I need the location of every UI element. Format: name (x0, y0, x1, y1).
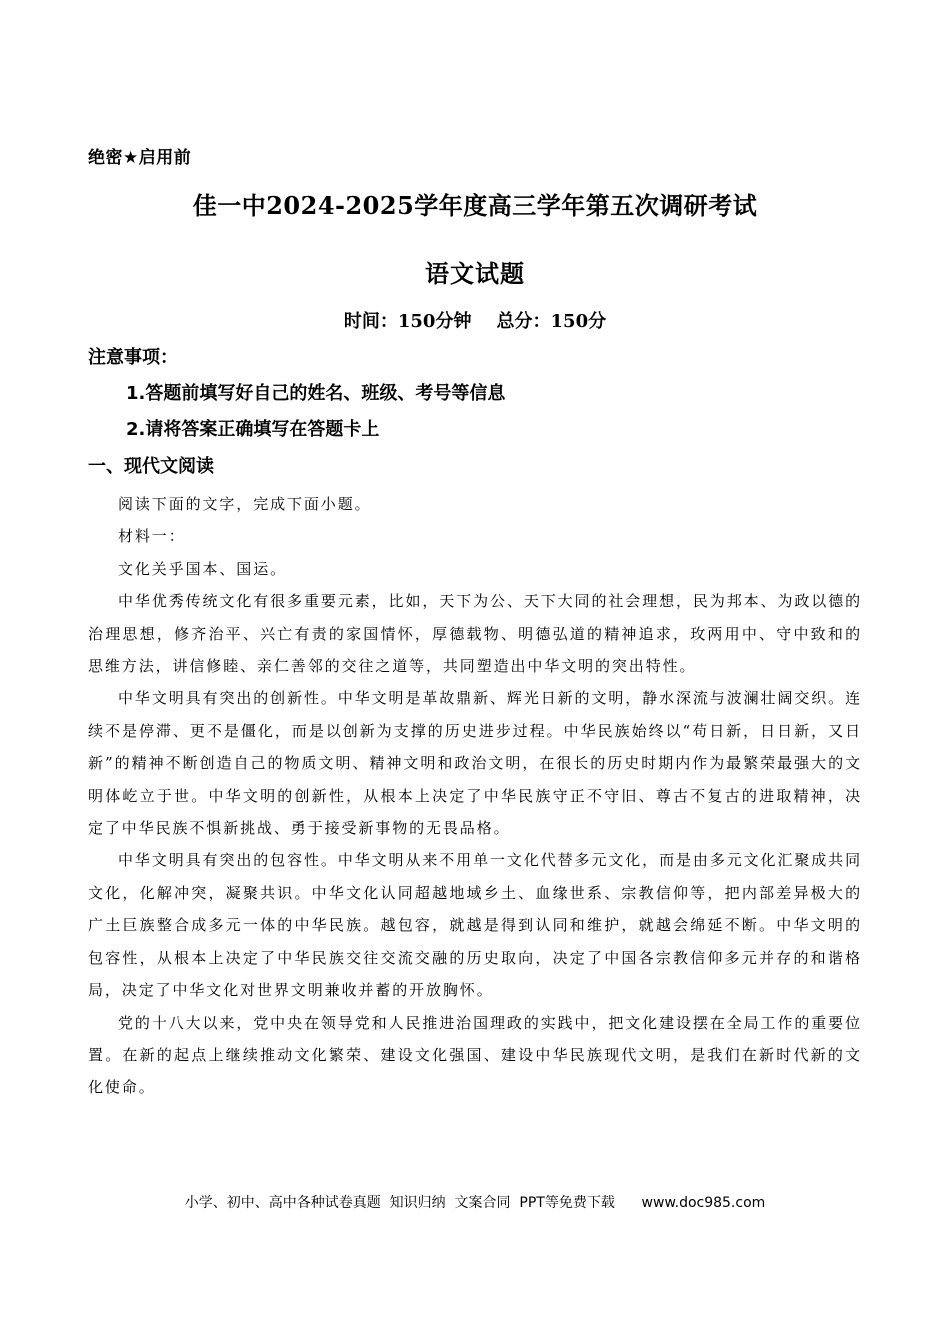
body-paragraph: 文化关乎国本、国运。 (118, 559, 288, 578)
exam-total-score: 总分：150分 (496, 311, 607, 332)
body-paragraph: 中华优秀传统文化有很多重要元素，比如，天下为公、天下大同的社会理想，民为邦本、为政以德的治理思想，修齐治平、兴亡有责的家国情怀，厚德载物、明德弘道的精神追求，玫两用中、守中致和的思维方法，讲信修睦、亲仁善邻的交往之道等，共同塑造出中华文明的突出特性。 (88, 592, 862, 676)
footer-text: 小学、初中、高中各种试卷真题 知识归纳 文案合同 PPT等免费下载 (184, 1195, 615, 1211)
body-paragraph: 中华文明具有突出的包容性。中华文明从来不用单一文化代替多元文化，而是由多元文化汇聚成共同文化，化解冲突，凝聚共识。中华文化认同超越地域乡土、血缘世系、宗教信仰等，把内部差异极大的广土巨族整合成多元一体的中华民族。越包容，就越是得到认同和维护，就越会绵延不断。中华文明的包容性，从根本上决定了中华民族交往交流交融的历史取向，决定了中国各宗教信仰多元并存的和谐格局，决定了中华文化对世界文明兼收并蓄的开放胸怀。 (88, 851, 862, 1000)
confidential-mark: 绝密★启用前 (88, 148, 192, 168)
section-heading: 一、现代文阅读 (88, 456, 214, 477)
note-item: 2.请将答案正确填写在答题卡上 (126, 419, 380, 440)
exam-meta (0, 307, 950, 333)
body-paragraph: 党的十八大以来，党中央在领导党和人民推进治国理政的实践中，把文化建设摆在全局工作的重要位置。在新的起点上继续推动文化繁荣、建设文化强国、建设中华民族现代文明，是我们在新时代新的文化使命。 (88, 1013, 862, 1097)
exam-title: 佳一中2024-2025学年度高三学年第五次调研考试 (192, 191, 758, 220)
material-label: 材料一： (118, 527, 186, 546)
instruction-paragraph: 阅读下面的文字，完成下面小题。 (118, 495, 372, 513)
notes-heading: 注意事项： (88, 347, 178, 368)
subject-title: 语文试题 (425, 259, 525, 288)
body-paragraph: 中华文明具有突出的创新性。中华文明是革故鼎新、辉光日新的文明，静水深流与波澜壮阔交织。连续不是停滞、更不是僵化，而是以创新为支撑的历史进步过程。中华民族始终以“苟日新，日日新，又日新”的精神不断创造自己的物质文明、精神文明和政治文明，在很长的历史时期内作为最繁荣最强大的文明体屹立于世。中华文明的创新性，从根本上决定了中华民族守正不守旧、尊古不复古的进取精神，决定了中华民族不惧新挑战、勇于接受新事物的无畏品格。 (88, 689, 862, 838)
note-item: 1.答题前填写好自己的姓名、班级、考号等信息 (126, 383, 506, 404)
footer-site-link[interactable]: www.doc985.com (641, 1195, 766, 1211)
exam-time: 时间：150分钟 (343, 311, 472, 332)
reading-passage (88, 488, 862, 1104)
page-footer (0, 1192, 950, 1212)
